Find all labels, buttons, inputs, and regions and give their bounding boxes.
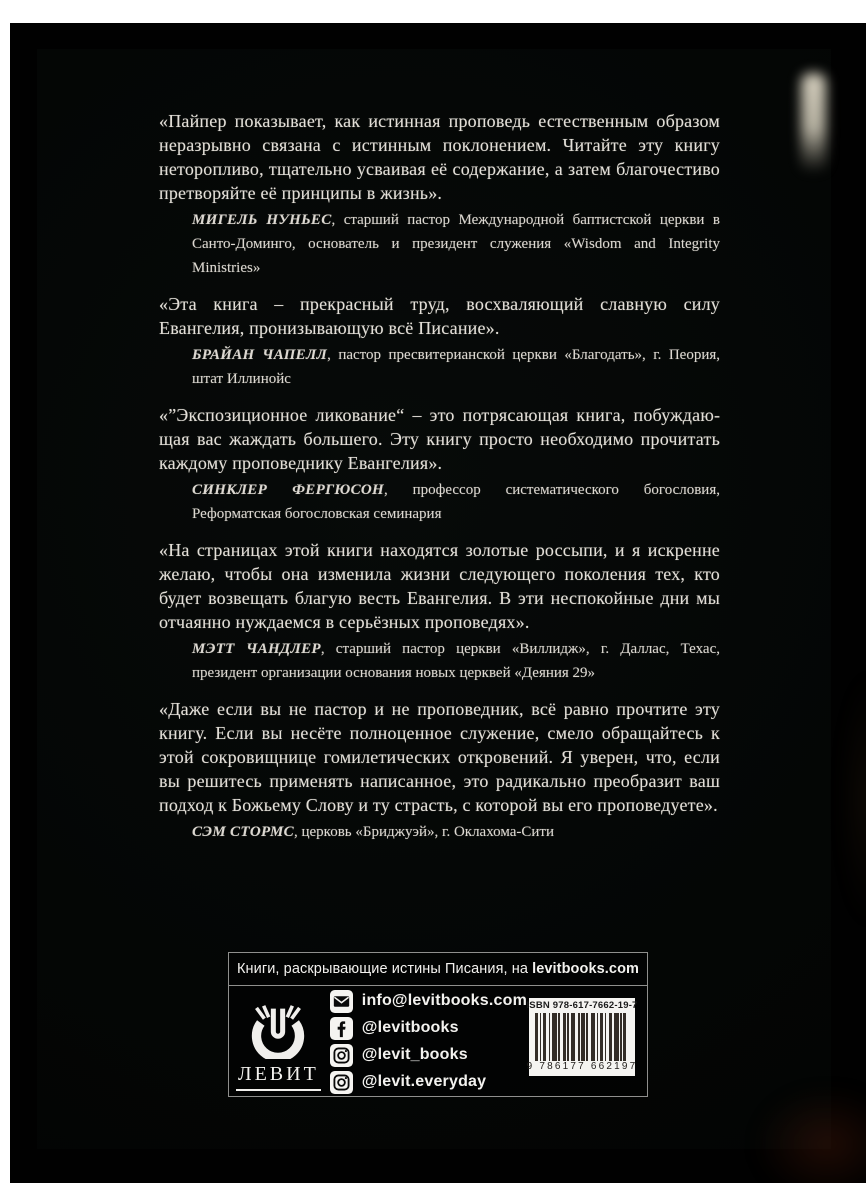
barcode-digits: 9 786177 662197 [526, 1061, 638, 1072]
banner-site-link: levitbooks.com [532, 961, 640, 977]
endorsement-attribution [159, 343, 720, 391]
contact-row-instagram-2 [330, 1071, 527, 1094]
publisher-name: ЛЕВИТ [236, 1061, 321, 1091]
endorsement-attribution [159, 637, 720, 685]
endorsement-quote: «Даже если вы не пастор и не проповедник, всё равно прочтите эту книгу. Если вы несёте полноценное служение, смело обращайтесь к этой сокровищнице гомилетических откровений. Я уверен, что, если вы решитесь применять написанное, это радикально преобразит ваш подход к Божьему Слову и ту страсть, с которой вы его проповедуете». [159, 699, 720, 815]
facebook-icon [330, 1017, 353, 1040]
endorser-role: , старший пастор Международной баптистской церкви в Санто-Доминго, основатель и президент служения «Wisdom and Integrity Ministries» [192, 212, 720, 276]
publisher-panel [228, 952, 648, 1097]
photo-background [10, 23, 866, 1183]
endorsement-attribution [159, 478, 720, 526]
candle-glow [757, 1089, 866, 1183]
barcode [535, 1013, 629, 1061]
email-icon [330, 990, 353, 1013]
edge-glow [837, 669, 866, 929]
endorser-role: , церковь «Бриджуэй», г. Оклахома-Сити [294, 824, 555, 840]
endorsement-quote: «Эта книга – прекрасный труд, восхваляющий славную силу Евангелия, пронизывающую всё Писание». [159, 294, 720, 338]
endorser-name: БРАЙАН ЧАПЕЛЛ [192, 347, 328, 363]
publisher-banner [229, 953, 647, 986]
endorser-role: , пастор пресвитерианской церкви «Благодать», г. Пеория, штат Иллинойс [192, 347, 720, 387]
contact-facebook: @levitbooks [361, 1019, 459, 1036]
endorser-name: СЭМ СТОРМС [192, 824, 294, 840]
endorsement-block [159, 292, 720, 391]
endorser-role: , профессор систематического богословия, Реформатская богословская семинария [192, 482, 720, 522]
contact-instagram-2: @levit.everyday [361, 1073, 487, 1090]
endorsement-quote: «”Экспозиционное ликование“ – это потрясающая книга, побуждающая вас жаждать большего. Эту книгу просто необходимо прочитать каждому проповеднику Евангелия». [159, 405, 720, 473]
contact-row-instagram [330, 1044, 527, 1067]
isbn-number: ISBN 978-617-7662-19-7 [526, 1000, 638, 1011]
contact-email: info@levitbooks.com [361, 992, 527, 1009]
book-back-cover [37, 49, 831, 1149]
endorsement-quote: «На страницах этой книги находятся золотые россыпи, и я искренне желаю, чтобы она изменила жизни следующего поколения тех, кто будет возвещать благую весть Евангелия. В эти неспокойные дни мы отчаянно нуждаемся в серьёзных проповедях». [159, 540, 720, 632]
publisher-brand [229, 986, 328, 1097]
endorsement-attribution [159, 820, 720, 844]
endorsements [159, 109, 720, 844]
publisher-panel-body [229, 986, 647, 1097]
endorsement-block [159, 697, 720, 844]
contact-list [328, 986, 527, 1097]
endorser-role: , старший пастор церкви «Виллидж», г. Даллас, Техас, президент организации основания новых церквей «Деяния 29» [192, 641, 721, 681]
endorser-name: МЭТТ ЧАНДЛЕР [192, 641, 321, 657]
contact-instagram-1: @levit_books [361, 1046, 468, 1063]
levit-logo-icon [235, 997, 321, 1059]
instagram-icon [330, 1071, 353, 1094]
endorsement-quote: «Пайпер показывает, как истинная проповедь естественным образом неразрывно связана с истинным поклонением. Читайте эту книгу неторопливо, тщательно усваивая её содержание, а затем благочестиво претворяйте её принципы в жизнь». [159, 111, 720, 203]
contact-row-email [330, 990, 527, 1013]
banner-text: Книги, раскрывающие истины Писания, на [236, 961, 529, 977]
endorser-name: МИГЕЛЬ НУНЬЕС [192, 212, 332, 228]
endorsement-attribution [159, 208, 720, 280]
endorsement-block [159, 109, 720, 280]
endorser-name: СИНКЛЕР ФЕРГЮСОН [192, 482, 384, 498]
endorsement-block [159, 538, 720, 685]
light-streak [801, 73, 826, 173]
endorsement-block [159, 403, 720, 526]
instagram-icon [330, 1044, 353, 1067]
isbn-block [526, 998, 638, 1076]
contact-row-facebook [330, 1017, 527, 1040]
